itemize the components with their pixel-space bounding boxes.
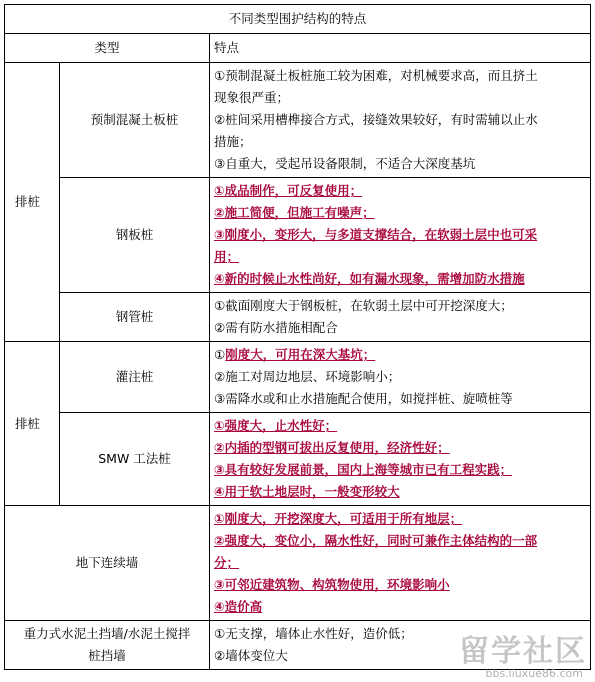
feature-text: ① [214, 347, 226, 362]
feature-line [214, 574, 586, 596]
table-title: 不同类型围护结构的特点 [5, 5, 591, 34]
feature-line [214, 437, 586, 459]
feature-text: 措施； [214, 134, 252, 149]
table-row [5, 178, 591, 293]
feature-line [214, 317, 586, 339]
feature-line [214, 246, 586, 268]
type-cell: 地下连续墙 [5, 506, 210, 621]
feature-line [214, 596, 586, 618]
feature-text: ③自重大，受起吊设备限制，不适合大深度基坑 [214, 156, 476, 171]
type-line: 桩挡墙 [88, 648, 126, 663]
type-cell: 预制混凝土板桩 [60, 63, 210, 178]
feature-text: ④新的时候止水性尚好，如有漏水现象，需增加防水措施 [214, 271, 525, 286]
watermark-text: 留学社区 [459, 634, 587, 669]
features-cell [210, 293, 591, 342]
header-type: 类型 [5, 34, 210, 63]
table-row [5, 506, 591, 621]
type-cell: 灌注桩 [60, 342, 210, 413]
feature-line [214, 180, 586, 202]
feature-line [214, 295, 586, 317]
type-cell: 钢管桩 [60, 293, 210, 342]
features-cell [210, 621, 591, 670]
feature-text: ②施工对周边地层、环境影响小； [214, 369, 401, 384]
feature-line [214, 65, 586, 87]
feature-line [214, 530, 586, 552]
feature-text: 分； [214, 555, 240, 570]
table-row [5, 293, 591, 342]
feature-text: ③需降水或和止水措施配合使用，如搅拌桩、旋喷桩等 [214, 391, 513, 406]
features-cell [210, 506, 591, 621]
feature-text: ②内插的型钢可拔出反复使用，经济性好； [214, 440, 450, 455]
features-cell [210, 178, 591, 293]
feature-line [214, 153, 586, 175]
feature-text: ③具有较好发展前景，国内上海等城市已有工程实践； [214, 462, 513, 477]
feature-line [214, 623, 586, 645]
feature-text: ①预制混凝土板桩施工较为困难，对机械要求高，而且挤土 [214, 68, 538, 83]
feature-text: ①无支撑，墙体止水性好，造价低； [214, 626, 413, 641]
feature-text: ④用于软土地层时，一般变形较大 [214, 484, 400, 499]
type-cell: SMW 工法桩 [60, 413, 210, 506]
feature-text: ①成品制作，可反复使用； [214, 183, 363, 198]
type-line: 重力式水泥土挡墙/水泥土搅拌 [23, 626, 191, 641]
table-row [5, 342, 591, 413]
feature-text: ④造价高 [214, 599, 263, 614]
feature-line [214, 224, 586, 246]
table-row [5, 413, 591, 506]
feature-line [214, 459, 586, 481]
feature-text: 现象很严重； [214, 90, 290, 105]
feature-line [214, 109, 586, 131]
feature-text: ②桩间采用槽榫接合方式，接缝效果较好，有时需辅以止水 [214, 112, 538, 127]
feature-text: ②墙体变位大 [214, 648, 288, 663]
feature-line [214, 87, 586, 109]
feature-line [214, 388, 586, 410]
feature-text: 刚度大，可用在深大基坑； [225, 347, 376, 362]
feature-text: ③刚度小，变形大，与多道支撑结合，在软弱土层中也可采 [214, 227, 538, 242]
feature-text: ①刚度大，开挖深度大，可适用于所有地层； [214, 511, 463, 526]
category-cell: 排桩 [5, 63, 60, 342]
feature-line [214, 645, 586, 667]
type-cell [5, 621, 210, 670]
feature-line [214, 202, 586, 224]
features-cell [210, 63, 591, 178]
feature-line [214, 344, 586, 366]
feature-text: ②强度大，变位小，隔水性好，同时可兼作主体结构的一部 [214, 533, 538, 548]
category-cell: 排桩 [5, 342, 60, 506]
watermark-url: bbs.liuxue86.com [485, 667, 583, 680]
feature-text: ①截面刚度大于钢板桩，在软弱土层中可开挖深度大； [214, 298, 513, 313]
feature-text: ①强度大，止水性好； [214, 418, 338, 433]
feature-line [214, 131, 586, 153]
header-features: 特点 [210, 34, 591, 63]
retaining-structure-table [4, 4, 591, 670]
feature-line [214, 481, 586, 503]
feature-text: 用； [214, 249, 240, 264]
feature-line [214, 366, 586, 388]
feature-text: ③可邻近建筑物、构筑物使用，环境影响小 [214, 577, 450, 592]
feature-line [214, 508, 586, 530]
feature-line [214, 268, 586, 290]
table-row [5, 63, 591, 178]
table-row [5, 621, 591, 670]
feature-text: ②需有防水措施相配合 [214, 320, 338, 335]
feature-line [214, 415, 586, 437]
feature-line [214, 552, 586, 574]
features-cell [210, 413, 591, 506]
features-cell [210, 342, 591, 413]
type-cell: 钢板桩 [60, 178, 210, 293]
feature-text: ②施工简便，但施工有噪声； [214, 205, 375, 220]
